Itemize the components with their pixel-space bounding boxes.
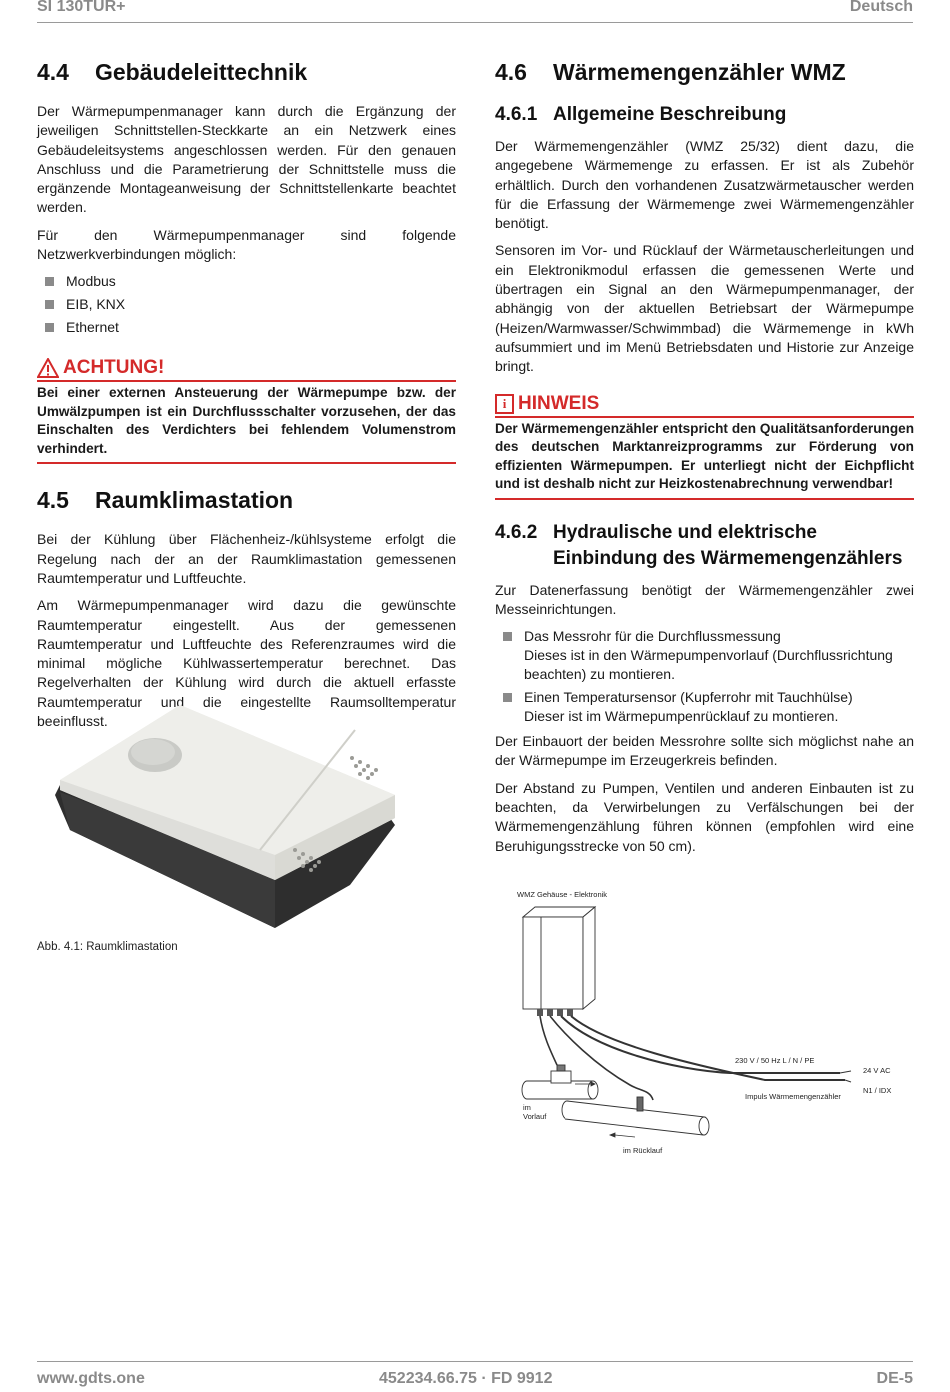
footer-website: www.gdts.one (37, 1370, 145, 1387)
info-icon: i (495, 394, 514, 414)
label-housing: WMZ Gehäuse - Elektronik (517, 890, 608, 899)
section-4-6-2-paragraph-1: Zur Datenerfassung benötigt der Wärmemengenzähler zwei Messeinrichtungen. (495, 581, 914, 617)
list-item: Ethernet (37, 318, 456, 337)
section-4-6-2-paragraph-3: Der Abstand zu Pumpen, Ventilen und anderen Einbauten ist zu beachten, da Verwirbelungen zu Verfälschungen bei der Wärmemengenzählung führen können (empfohlen wird eine Beruhigungsstrecke von 50 cm). (495, 779, 914, 854)
section-4-5-paragraph-1: Bei der Kühlung über Flächenheiz-/kühlsysteme erfolgt die Regelung nach der an der Raumklimastation gemessenen Raumtemperatur und Luftfeuchte. (37, 531, 456, 586)
section-4-5-paragraph-2: Am Wärmepumpenmanager wird dazu die gewünschte Raumtemperatur eingestellt. Aus der gemessenen Raumtemperatur und Luftfeuchte des Referenzraumes wird die minimal mögliche Kühlwassertemperatur berechnet. Das Regelverhalten der Kühlung wird durch die aktuell erfasste Raumtemperatur und die eingestellte Raumsolltemperatur beeinflusst. (37, 597, 456, 730)
section-4-5-heading: 4.5 Raumklimastation (37, 487, 294, 514)
page-header (37, 0, 913, 23)
label-ruecklauf: im Rücklauf (623, 1146, 663, 1155)
label-vorlauf: Vorlauf (523, 1112, 547, 1121)
section-4-6-1-heading: 4.6.1 Allgemeine Beschreibung (495, 104, 787, 125)
section-4-6-heading: 4.6 Wärmemengenzähler WMZ (495, 59, 846, 85)
section-4-6-1-paragraph-2: Sensoren im Vor- und Rücklauf der Wärmetauscherleitungen und ein Elektronikmodul erfassen die gemessenen Werte und übertragen ein Signal an den Wärmepumpenmanager, der abhängig von der aktuellen Betriebsart der Wärmepumpe (Heizen/Warmwasser/Schwimmbad) die Wärmemenge in kWh aufsummiert und im Menü Betriebsdaten und Historie zur Anzeige bringt. (495, 242, 914, 375)
electronics-housing (523, 907, 595, 1009)
warning-heading: ACHTUNG! (37, 357, 456, 382)
square-bullet-icon (45, 323, 54, 332)
footer-document-number: 452234.66.75 · FD 9912 (379, 1370, 553, 1387)
warning-text: Bei einer externen Ansteuerung der Wärmepumpe bzw. der Umwälzpumpen ist ein Durchflussschalter vorzusehen, der das Einschalten des Verdichters bei fehlendem Volumenstrom verhindert. (37, 385, 456, 456)
warning-box (37, 357, 456, 464)
info-box (495, 393, 914, 500)
flow-meter-pipe (522, 1065, 598, 1099)
label-power: 230 V / 50 Hz L / N / PE (735, 1056, 815, 1065)
list-item: Das Messrohr für die Durchflussmessung Dieses ist in den Wärmepumpenvorlauf (Durchflussrichtung beachten) zu montieren. (495, 627, 914, 684)
room-climate-station-image (50, 700, 410, 930)
right-column (495, 58, 914, 864)
left-column (37, 58, 456, 739)
label-n1-idx: N1 / IDX (863, 1086, 892, 1095)
wmz-installation-diagram (495, 885, 895, 1160)
footer-page-number: DE-5 (876, 1370, 913, 1387)
list-item: Einen Temperatursensor (Kupferrohr mit Tauchhülse) Dieser ist im Wärmepumpenrücklauf zu montieren. (495, 688, 914, 726)
section-4-6-2-heading: 4.6.2 Hydraulische und elektrische Einbindung des Wärmemengenzählers (495, 521, 903, 569)
section-4-6-2-paragraph-2: Der Einbauort der beiden Messrohre sollte sich möglichst nahe an der Wärmepumpe im Erzeugerkreis befinden. (495, 733, 914, 769)
square-bullet-icon (503, 632, 512, 641)
section-4-4-paragraph-1: Der Wärmepumpenmanager kann durch die Ergänzung der jeweiligen Schnittstellen-Steckkarte an ein Netzwerk eines Gebäudeleitsystems angeschlossen werden. Für den genauen Anschluss und die Parametrierung der Schnittstelle muss die ergänzende Montageanweisung der Schnittstellenkarte beachtet werden. (37, 103, 456, 216)
figure-caption: Abb. 4.1: Raumklimastation (37, 941, 178, 953)
label-im: im (523, 1103, 531, 1112)
info-heading: i HINWEIS (495, 393, 914, 418)
list-item: EIB, KNX (37, 295, 456, 314)
square-bullet-icon (45, 277, 54, 286)
square-bullet-icon (503, 693, 512, 702)
info-text: Der Wärmemengenzähler entspricht den Qualitätsanforderungen des deutschen Marktanreizprogramms zur Förderung von effizienten Wärmepumpen. Er unterliegt nicht der Eichpflicht und ist deshalb nicht zur Heizkostenabrechnung verwendbar! (495, 420, 914, 492)
warning-triangle-icon (37, 358, 59, 378)
page-footer (37, 1361, 913, 1392)
section-4-4-heading: 4.4 Gebäudeleittechnik (37, 59, 308, 85)
header-product: SI 130TUR+ (37, 0, 126, 15)
network-list (37, 272, 456, 337)
label-impuls: Impuls Wärmemengenzähler (745, 1092, 841, 1101)
square-bullet-icon (45, 300, 54, 309)
temperature-sensor-pipe (562, 1097, 709, 1135)
measurement-list (495, 627, 914, 726)
section-4-6-1-paragraph-1: Der Wärmemengenzähler (WMZ 25/32) dient dazu, die angegebene Wärmemenge zu erfassen. Er ist als Zubehör erhältlich. Durch den vorhandenen Zusatzwärmetauscher werden für die Erfassung der Wärmemenge zwei Wärmemengenzähler benötigt. (495, 138, 914, 232)
list-item: Modbus (37, 272, 456, 291)
label-24vac: 24 V AC (863, 1066, 891, 1075)
section-4-4-paragraph-2: Für den Wärmepumpenmanager sind folgende Netzwerkverbindungen möglich: (37, 226, 456, 263)
header-language: Deutsch (849, 0, 913, 15)
